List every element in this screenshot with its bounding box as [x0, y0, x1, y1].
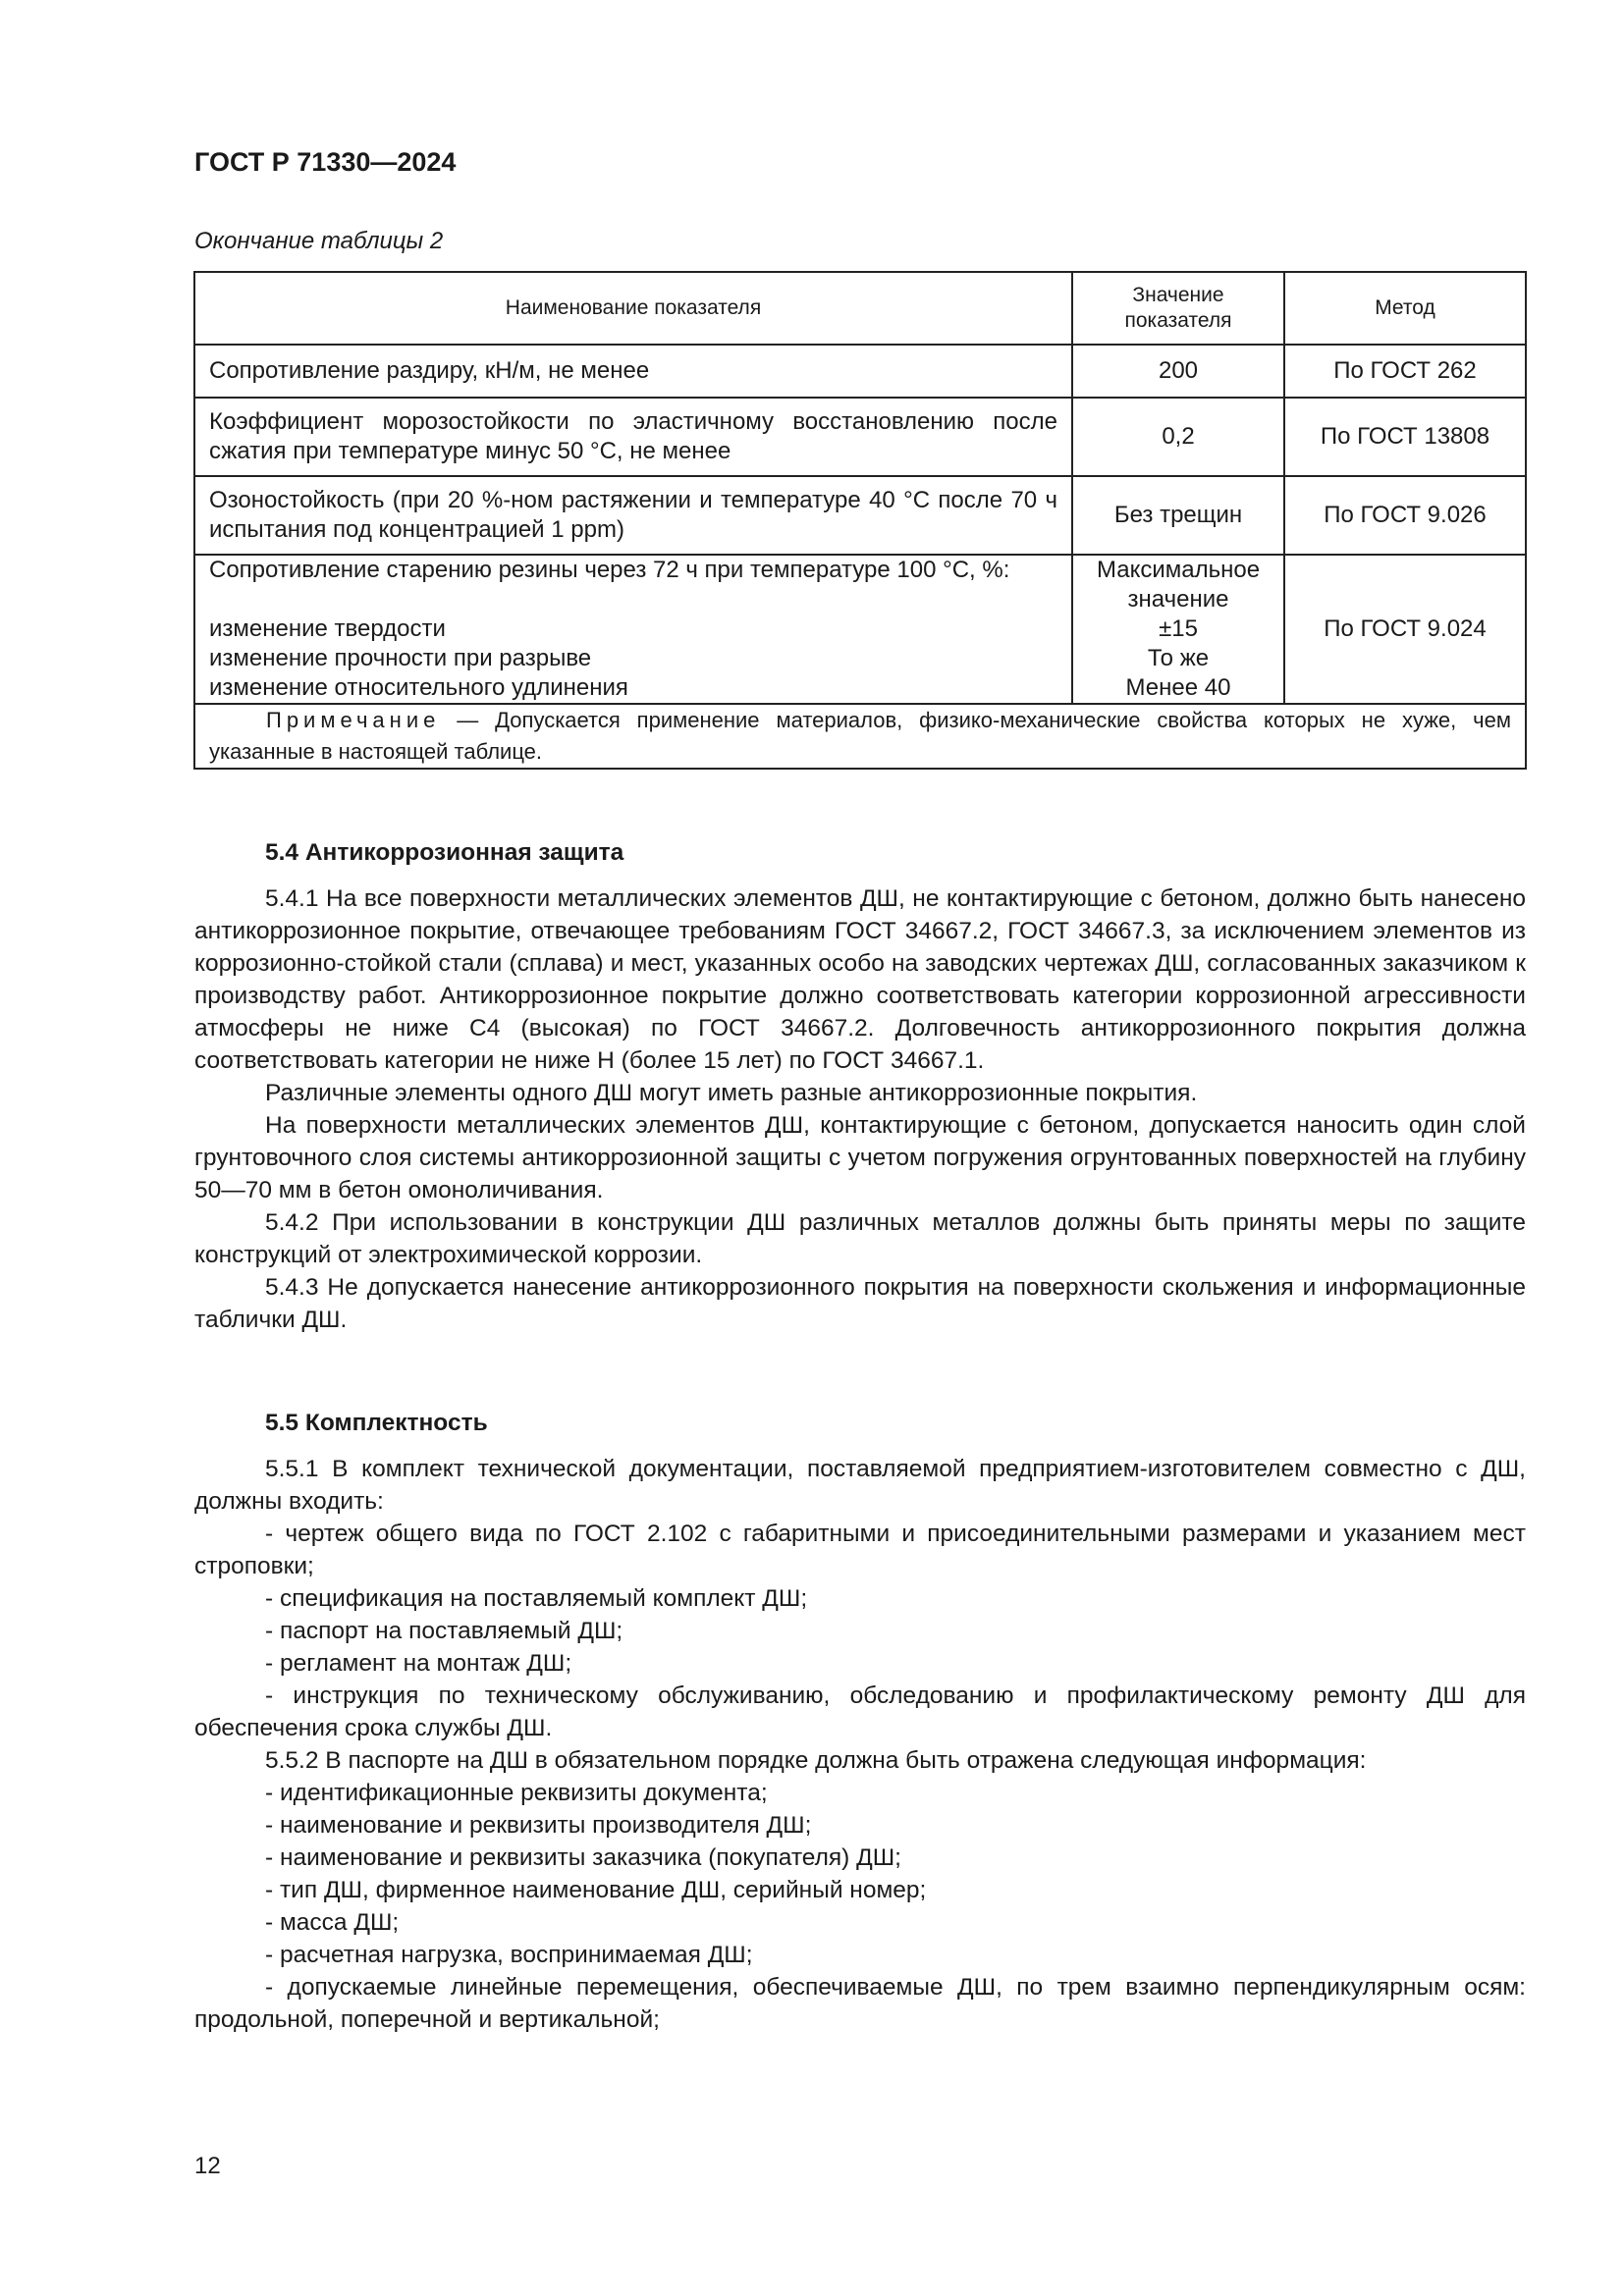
aging-value: Менее 40 — [1125, 674, 1231, 701]
section-heading: 5.5 Комплектность — [265, 1410, 488, 1436]
col-header-name: Наименование показателя — [194, 272, 1072, 345]
row-method: По ГОСТ 262 — [1284, 345, 1526, 398]
table-header-row — [194, 272, 1526, 345]
row-name: Коэффициент морозостойкости по эластичному восстановлению после сжатия при температуре минус 50 °С, не менее — [194, 398, 1072, 476]
standard-number: ГОСТ Р 71330—2024 — [194, 147, 457, 177]
aging-value: То же — [1147, 645, 1210, 671]
list-item: - допускаемые линейные перемещения, обеспечиваемые ДШ, по трем взаимно перпендикулярным осям: продольной, поперечной и вертикальной; — [194, 1974, 1526, 2033]
aging-item: изменение твердости — [209, 615, 446, 642]
col-header-method: Метод — [1284, 272, 1526, 345]
section-5-5 — [194, 1407, 1526, 2036]
list-item: - наименование и реквизиты производителя ДШ; — [265, 1812, 812, 1839]
table-note — [194, 704, 1526, 769]
list-item: - инструкция по техническому обслуживанию, обследованию и профилактическому ремонту ДШ для обеспечения срока службы ДШ. — [194, 1682, 1526, 1741]
aging-title: Сопротивление старению резины через 72 ч при температуре 100 °С, %: — [209, 557, 1010, 583]
row-name: Сопротивление раздиру, кН/м, не менее — [194, 345, 1072, 398]
table-row — [194, 476, 1526, 555]
list-item: - паспорт на поставляемый ДШ; — [265, 1618, 623, 1644]
paragraph: 5.4.2 При использовании в конструкции ДШ различных металлов должны быть приняты меры по защите конструкций от электрохимической коррозии. — [194, 1209, 1526, 1268]
row-value: 0,2 — [1072, 398, 1284, 476]
table-caption: Окончание таблицы 2 — [194, 228, 444, 254]
aging-value: ±15 — [1159, 615, 1198, 642]
list-item: - наименование и реквизиты заказчика (покупателя) ДШ; — [265, 1844, 901, 1871]
aging-method: По ГОСТ 9.024 — [1284, 555, 1526, 704]
list-item: - расчетная нагрузка, воспринимаемая ДШ; — [265, 1942, 753, 1968]
paragraph: 5.4.1 На все поверхности металлических элементов ДШ, не контактирующие с бетоном, должно быть нанесено антикоррозионное покрытие, отвечающее требованиям ГОСТ 34667.2, ГОСТ 34667.3, за исключением элементов из коррозионно-стойкой стали (сплава) и мест, указанных особо на заводских чертежах ДШ, согласованных заказчиком к производству работ. Антикоррозионное покрытие должно соответствовать категории коррозионной агрессивности атмосферы не ниже С4 (высокая) по ГОСТ 34667.2. Долговечность антикоррозионного покрытия должна соответствовать категории не ниже Н (более 15 лет) по ГОСТ 34667.1. — [194, 885, 1526, 1074]
list-item: - тип ДШ, фирменное наименование ДШ, серийный номер; — [265, 1877, 927, 1903]
row-name: Озоностойкость (при 20 %-ном растяжении и температуре 40 °С после 70 ч испытания под концентрацией 1 ppm) — [194, 476, 1072, 555]
paragraph: 5.4.3 Не допускается нанесение антикоррозионного покрытия на поверхности скольжения и информационные таблички ДШ. — [194, 1274, 1526, 1333]
aging-item: изменение прочности при разрыве — [209, 645, 592, 671]
list-item: - спецификация на поставляемый комплект ДШ; — [265, 1585, 808, 1612]
paragraph: 5.5.1 В комплект технической документации, поставляемой предприятием-изготовителем совместно с ДШ, должны входить: — [194, 1456, 1526, 1515]
table-note-row — [194, 704, 1526, 769]
paragraph: На поверхности металлических элементов ДШ, контактирующие с бетоном, допускается наносить один слой грунтовочного слоя системы антикоррозионной защиты с учетом погружения огрунтованных поверхностей на глубину 50—70 мм в бетон омоноличивания. — [194, 1112, 1526, 1203]
note-text: — Допускается применение материалов, физико-механические свойства которых не хуже, чем указанные в настоящей таблице. — [209, 708, 1511, 764]
row-value: 200 — [1072, 345, 1284, 398]
paragraph: Различные элементы одного ДШ могут иметь разные антикоррозионные покрытия. — [265, 1080, 1198, 1106]
section-heading: 5.4 Антикоррозионная защита — [265, 839, 624, 866]
aging-values-cell — [1072, 555, 1284, 704]
aging-name-cell — [194, 555, 1072, 704]
col-header-value: Значение показателя — [1072, 272, 1284, 345]
aging-item: изменение относительного удлинения — [209, 674, 628, 701]
list-item: - чертеж общего вида по ГОСТ 2.102 с габаритными и присоединительными размерами и указанием мест строповки; — [194, 1521, 1526, 1579]
page-number: 12 — [194, 2153, 221, 2179]
properties-table — [193, 271, 1527, 770]
row-method: По ГОСТ 9.026 — [1284, 476, 1526, 555]
aging-value: Максимальное — [1096, 557, 1261, 583]
note-label: Примечание — [266, 708, 441, 732]
list-item: - идентификационные реквизиты документа; — [265, 1780, 768, 1806]
row-value: Без трещин — [1072, 476, 1284, 555]
table-row — [194, 345, 1526, 398]
table-row — [194, 398, 1526, 476]
row-method: По ГОСТ 13808 — [1284, 398, 1526, 476]
aging-value: значение — [1127, 586, 1229, 613]
table-row-aging — [194, 555, 1526, 704]
paragraph: 5.5.2 В паспорте на ДШ в обязательном порядке должна быть отражена следующая информация: — [265, 1747, 1367, 1774]
list-item: - регламент на монтаж ДШ; — [265, 1650, 572, 1677]
section-5-4 — [194, 836, 1526, 1336]
list-item: - масса ДШ; — [265, 1909, 400, 1936]
